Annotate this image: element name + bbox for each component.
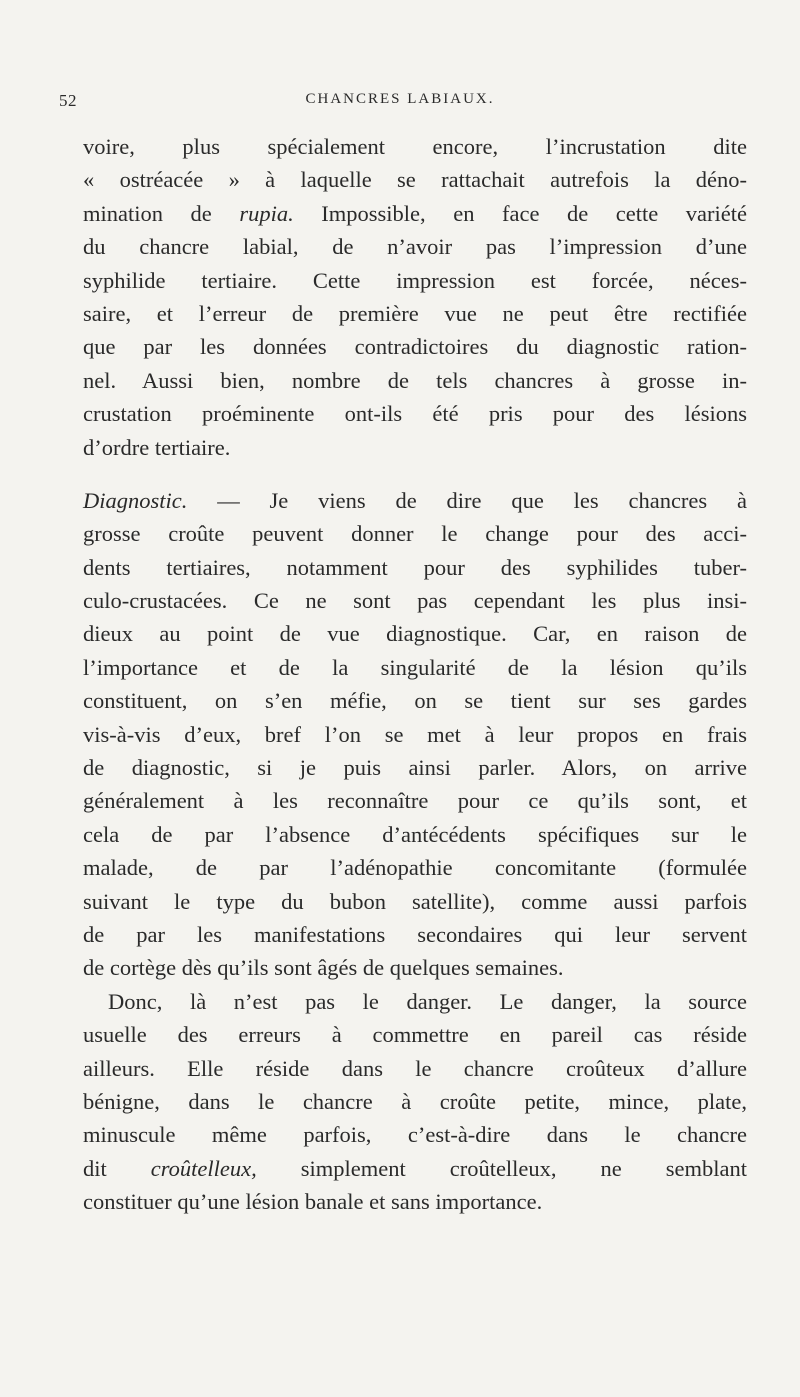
- italic-term-croutelleux: croûtelleux,: [150, 1155, 257, 1181]
- text-line: de cortège dès qu’ils sont âgés de quelques semaines.: [83, 955, 564, 981]
- line-segment: — Je viens de dire que les chancres à: [187, 487, 747, 513]
- text-line: malade, de par l’adénopathie concomitante (formulée: [83, 855, 747, 881]
- text-line: « ostréacée » à laquelle se rattachait autrefois la déno-: [83, 167, 747, 193]
- text-line: grosse croûte peuvent donner le change pour des acci-: [83, 521, 747, 547]
- page-number: 52: [59, 91, 77, 110]
- text-line: nel. Aussi bien, nombre de tels chancres à grosse in-: [83, 367, 747, 393]
- text-line: dieux au point de vue diagnostique. Car, en raison de: [83, 621, 747, 647]
- text-line: voire, plus spécialement encore, l’incrustation dite: [83, 134, 747, 159]
- text-line: minuscule même parfois, c’est-à-dire dans le chancre: [83, 1122, 747, 1148]
- section-heading-diagnostic: Diagnostic.: [83, 487, 188, 513]
- text-line: de par les manifestations secondaires qui leur servent: [83, 921, 747, 947]
- text-line: Donc, là n’est pas le danger. Le danger, la source: [108, 988, 747, 1014]
- line-segment: mination de: [83, 200, 240, 226]
- italic-term-rupia: rupia.: [239, 200, 294, 226]
- text-line: constituer qu’une lésion banale et sans importance.: [83, 1189, 543, 1215]
- paragraph-3: [83, 985, 747, 1219]
- text-line: ailleurs. Elle réside dans le chancre croûteux d’allure: [83, 1055, 747, 1081]
- text-line: bénigne, dans le chancre à croûte petite, mince, plate,: [83, 1088, 747, 1114]
- running-head: [0, 91, 800, 113]
- text-line: [83, 1152, 747, 1185]
- body-text: [83, 130, 747, 1219]
- line-segment: Impossible, en face de cette variété: [293, 200, 748, 226]
- text-line: que par les données contradictoires du diagnostic ration-: [83, 334, 747, 360]
- text-line: suivant le type du bubon satellite), comme aussi parfois: [83, 888, 747, 914]
- text-line: culo-crustacées. Ce ne sont pas cependant les plus insi-: [83, 588, 747, 614]
- text-line: dents tertiaires, notamment pour des syphilides tuber-: [83, 554, 747, 580]
- paragraph-2: [83, 484, 747, 985]
- text-line: de diagnostic, si je puis ainsi parler. Alors, on arrive: [83, 755, 747, 781]
- text-line: saire, et l’erreur de première vue ne peut être rectifiée: [83, 300, 747, 326]
- text-line: généralement à les reconnaître pour ce qu’ils sont, et: [83, 788, 747, 814]
- text-line: du chancre labial, de n’avoir pas l’impression d’une: [83, 234, 747, 260]
- text-line: constituent, on s’en méfie, on se tient sur ses gardes: [83, 688, 747, 714]
- paragraph-gap: [83, 464, 747, 484]
- paragraph-1: [83, 130, 747, 464]
- text-line: d’ordre tertiaire.: [83, 434, 231, 460]
- text-line: cela de par l’absence d’antécédents spécifiques sur le: [83, 821, 747, 847]
- text-line: usuelle des erreurs à commettre en pareil cas réside: [83, 1022, 747, 1048]
- running-title: CHANCRES LABIAUX.: [305, 91, 495, 107]
- line-segment: dit: [83, 1155, 151, 1181]
- line-segment: simplement croûtelleux, ne semblant: [256, 1155, 747, 1181]
- text-line: l’importance et de la singularité de la lésion qu’ils: [83, 654, 747, 680]
- text-line: crustation proéminente ont-ils été pris pour des lésions: [83, 401, 747, 427]
- text-line: [83, 484, 747, 517]
- text-line: [83, 197, 747, 230]
- text-line: vis-à-vis d’eux, bref l’on se met à leur propos en frais: [83, 721, 747, 747]
- text-line: syphilide tertiaire. Cette impression est forcée, néces-: [83, 267, 747, 293]
